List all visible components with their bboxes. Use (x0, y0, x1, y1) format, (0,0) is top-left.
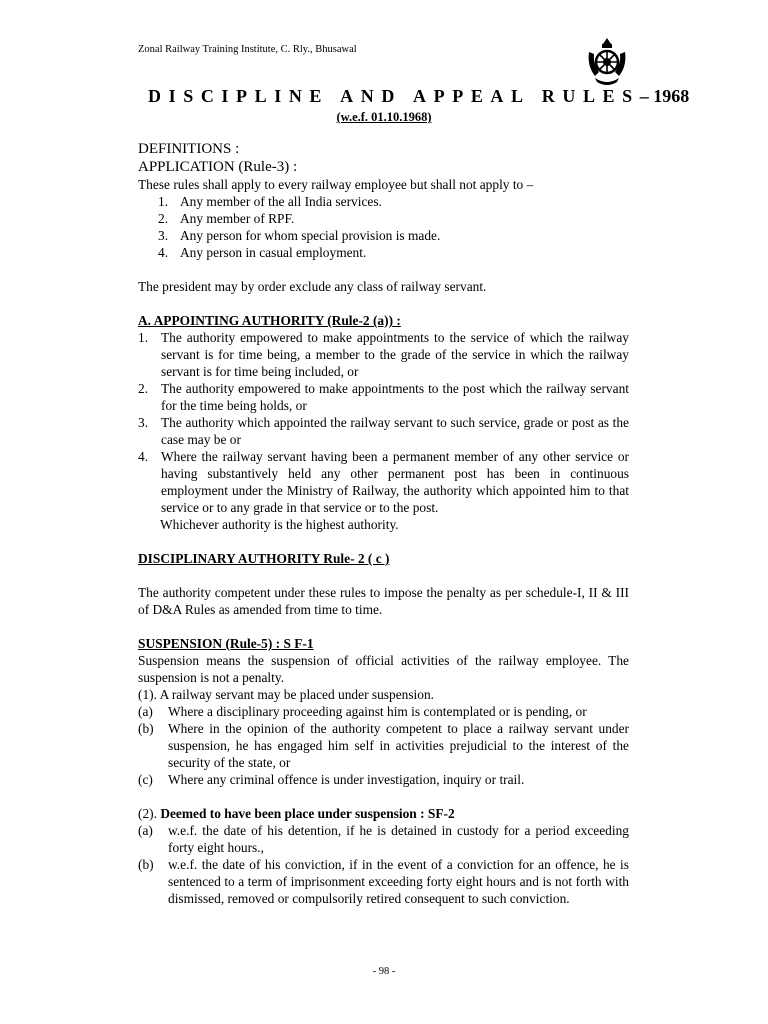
list-item (138, 414, 629, 448)
item-text: w.e.f. the date of his conviction, if in the event of a conviction for an offence, he is sentenced to a term of imprisonment exceeding forty eight hours and is not forth with dismissed, removed or compulsorily retired consequent to such conviction. (168, 857, 629, 906)
list-item (138, 210, 629, 227)
item-number: (b) (138, 721, 154, 736)
item-number: (b) (138, 857, 154, 872)
item-number: 2. (158, 211, 169, 226)
item-number: 4. (138, 449, 149, 464)
list-item (138, 244, 629, 261)
president-note: The president may by order exclude any class of railway servant. (138, 279, 487, 294)
deemed-suspension-heading: Deemed to have been place under suspension : SF-2 (160, 806, 455, 821)
disciplinary-authority-heading: DISCIPLINARY AUTHORITY Rule- 2 ( c ) (138, 551, 390, 566)
list-item (138, 856, 629, 907)
item-text: The authority which appointed the railway servant to such service, grade or post as the case may be or (161, 415, 629, 447)
item-number: 3. (138, 415, 149, 430)
list-item (138, 329, 629, 380)
item-number: 1. (138, 330, 149, 345)
suspension-point-1: (1). A railway servant may be placed under suspension. (138, 687, 434, 702)
item-text: Any member of RPF. (180, 211, 295, 226)
item-number: (a) (138, 704, 153, 719)
item-number: 1. (158, 194, 169, 209)
item-number: 4. (158, 245, 169, 260)
effective-date: (w.e.f. 01.10.1968) (336, 110, 432, 124)
item-text: Where the railway servant having been a permanent member of any other service or having substantively held any other permanent post has been in continuous employment under the Ministry of Railway, the authority which appointed him to that service or to any grade in that service or to the post. (161, 449, 629, 515)
item-text: w.e.f. the date of his detention, if he is detained in custody for a period exceeding forty eight hours., (168, 823, 629, 855)
title-year: – 1968 (639, 86, 690, 106)
suspension-intro: Suspension means the suspension of official activities of the railway employee. The suspension is not a penalty. (138, 653, 629, 685)
railway-emblem-logo (585, 36, 629, 92)
application-list (138, 193, 629, 261)
item-number: (c) (138, 772, 153, 787)
item-text: Where in the opinion of the authority competent to place a railway servant under suspension, he has engaged him self in activities prejudicial to the interest of the security of the state, or (168, 721, 629, 770)
whichever-note: Whichever authority is the highest authority. (160, 517, 399, 532)
definitions-heading: DEFINITIONS : (138, 141, 240, 157)
list-item (138, 771, 629, 788)
list-item (138, 703, 629, 720)
list-item (138, 448, 629, 516)
page-header: Zonal Railway Training Institute, C. Rly., Bhusawal (138, 44, 357, 55)
suspension-heading: SUSPENSION (Rule-5) : S F-1 (138, 636, 314, 651)
list-item (138, 193, 629, 210)
item-number: (a) (138, 823, 153, 838)
list-item (138, 822, 629, 856)
list-item (138, 380, 629, 414)
page-number: - 98 - (372, 966, 396, 977)
appointing-authority-heading: A. APPOINTING AUTHORITY (Rule-2 (a)) : (138, 313, 401, 328)
point-2-prefix: (2). (138, 806, 161, 821)
item-number: 2. (138, 381, 149, 396)
item-text: Any member of the all India services. (180, 194, 382, 209)
item-text: The authority empowered to make appointments to the service of which the railway servant is for time being, a member to the grade of the service in which the railway servant is for time being included, or (161, 330, 629, 379)
title-main: DISCIPLINE AND APPEAL RULES (148, 86, 640, 106)
list-item (138, 227, 629, 244)
item-text: Any person in casual employment. (180, 245, 367, 260)
suspension-point-2 (138, 805, 629, 822)
item-text: Where any criminal offence is under investigation, inquiry or trail. (168, 772, 525, 787)
disciplinary-authority-text: The authority competent under these rules to impose the penalty as per schedule-I, II & III of D&A Rules as amended from time to time. (138, 585, 629, 617)
list-item (138, 720, 629, 771)
item-number: 3. (158, 228, 169, 243)
application-heading: APPLICATION (Rule-3) : (138, 159, 298, 175)
application-intro: These rules shall apply to every railway employee but shall not apply to – (138, 177, 534, 192)
document-body (138, 140, 629, 907)
item-text: Any person for whom special provision is made. (180, 228, 441, 243)
item-text: The authority empowered to make appointments to the post which the railway servant for the time being holds, or (161, 381, 629, 413)
page-title (148, 86, 689, 107)
item-text: Where a disciplinary proceeding against him is contemplated or is pending, or (168, 704, 587, 719)
